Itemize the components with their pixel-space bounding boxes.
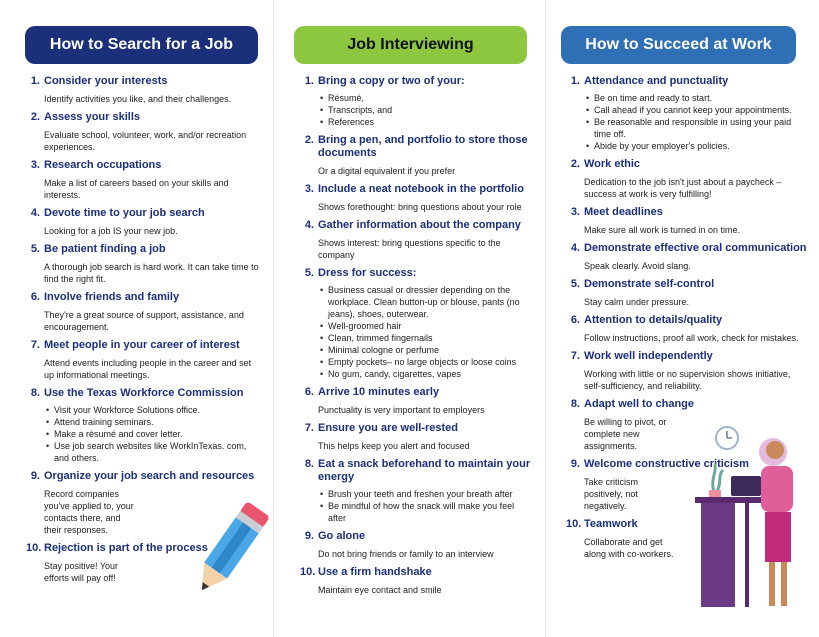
item-description: Or a digital equivalent if you prefer: [318, 166, 456, 176]
bullet-list: [320, 92, 533, 128]
item-title: Research occupations: [44, 159, 162, 171]
item-number: 9.: [30, 470, 40, 482]
item-title: Organize your job search and resources: [44, 470, 255, 482]
item-title: Demonstrate effective oral communication: [584, 242, 807, 254]
bullet-list: [46, 404, 261, 464]
item-description: Evaluate school, volunteer, work, and/or recreation experiences.: [44, 130, 247, 152]
bullet-item: • No gum, candy, cigarettes, vapes: [320, 368, 533, 380]
item-heading: [300, 219, 533, 232]
list-item: [566, 350, 807, 392]
item-heading: [300, 458, 533, 484]
item-heading: [566, 75, 807, 88]
item-title: Adapt well to change: [584, 398, 695, 410]
item-heading: [26, 291, 261, 304]
item-number: 9.: [570, 458, 580, 470]
item-heading: [300, 183, 533, 196]
search-header: How to Search for a Job: [25, 26, 258, 64]
item-description: Stay calm under pressure.: [584, 297, 690, 307]
succeed-header: How to Succeed at Work: [561, 26, 796, 64]
bullet-item: • Visit your Workforce Solutions office.: [46, 404, 261, 416]
list-item: [300, 566, 533, 596]
item-heading: [26, 159, 261, 172]
item-title: Include a neat notebook in the portfolio: [318, 183, 524, 195]
list-item: [566, 314, 807, 344]
item-description: Stay positive! Your efforts will pay off!: [44, 561, 119, 583]
item-title: Consider your interests: [44, 75, 168, 87]
item-title: Bring a pen, and portfolio to store those documents: [318, 134, 528, 159]
bullet-list: [586, 92, 807, 152]
item-title: Demonstrate self-control: [584, 278, 715, 290]
item-heading: [26, 111, 261, 124]
item-heading: [26, 470, 261, 483]
list-item: [300, 183, 533, 213]
list-item: [26, 291, 261, 333]
item-title: Arrive 10 minutes early: [318, 386, 440, 398]
interview-header: Job Interviewing: [294, 26, 527, 64]
item-heading: [300, 75, 533, 88]
item-heading: [300, 134, 533, 160]
bullet-list: [320, 284, 533, 380]
item-number: 5.: [30, 243, 40, 255]
item-title: Dress for success:: [318, 267, 417, 279]
bullet-item: • Be mindful of how the snack will make you feel after: [320, 500, 533, 524]
item-description: Do not bring friends or family to an interview: [318, 549, 494, 559]
item-number: 5.: [570, 278, 580, 290]
bullet-item: • Business casual or dressier depending on the workplace. Clean button-up or blouse, pants (no jeans), shoes, outerwear.: [320, 284, 533, 320]
list-item: [566, 158, 807, 200]
item-title: Meet deadlines: [584, 206, 663, 218]
bullet-item: • Well-groomed hair: [320, 320, 533, 332]
list-item: [26, 243, 261, 285]
woman-at-desk-illustration: [695, 422, 805, 612]
item-number: 1.: [304, 75, 314, 87]
item-number: 4.: [304, 219, 314, 231]
item-heading: [566, 206, 807, 219]
list-item: [566, 75, 807, 152]
item-heading: [300, 566, 533, 579]
item-description: Make a list of careers based on your skills and interests.: [44, 178, 229, 200]
item-heading: [26, 207, 261, 220]
item-description: Punctuality is very important to employers: [318, 405, 485, 415]
item-heading: [566, 314, 807, 327]
item-number: 3.: [30, 159, 40, 171]
item-description: Maintain eye contact and smile: [318, 585, 442, 595]
bullet-item: • Résumé,: [320, 92, 533, 104]
search-column: [0, 0, 273, 637]
bullet-item: • Abide by your employer's policies.: [586, 140, 807, 152]
item-heading: [300, 422, 533, 435]
item-number: 8.: [30, 387, 40, 399]
item-heading: [300, 530, 533, 543]
item-title: Welcome constructive criticism: [584, 458, 749, 470]
item-heading: [26, 387, 261, 400]
item-description: Looking for a job IS your new job.: [44, 226, 178, 236]
item-title: Attendance and punctuality: [584, 75, 729, 87]
item-number: 3.: [570, 206, 580, 218]
item-heading: [566, 158, 807, 171]
item-title: Use the Texas Workforce Commission: [44, 387, 244, 399]
item-title: Ensure you are well-rested: [318, 422, 458, 434]
item-title: Teamwork: [584, 518, 638, 530]
item-number: 2.: [570, 158, 580, 170]
list-item: [26, 111, 261, 153]
list-item: [300, 458, 533, 524]
item-description: Collaborate and get along with co-workers.: [584, 537, 674, 559]
item-number: 10.: [300, 566, 316, 578]
list-item: [300, 267, 533, 380]
item-number: 1.: [30, 75, 40, 87]
item-number: 8.: [304, 458, 314, 470]
item-heading: [566, 398, 807, 411]
item-title: Eat a snack beforehand to maintain your energy: [318, 458, 531, 483]
list-item: [300, 386, 533, 416]
item-title: Gather information about the company: [318, 219, 521, 231]
item-title: Be patient finding a job: [44, 243, 166, 255]
item-number: 4.: [30, 207, 40, 219]
item-description: Shows forethought: bring questions about your role: [318, 202, 522, 212]
item-number: 7.: [304, 422, 314, 434]
item-heading: [26, 243, 261, 256]
bullet-item: • Use job search websites like WorkInTexas. com, and others.: [46, 440, 261, 464]
item-description: Identify activities you like, and their challenges.: [44, 94, 232, 104]
item-number: 2.: [30, 111, 40, 123]
item-description: Be willing to pivot, or complete new assignments.: [584, 417, 667, 451]
item-number: 2.: [304, 134, 314, 146]
bullet-item: • References: [320, 116, 533, 128]
item-description: Make sure all work is turned in on time.: [584, 225, 741, 235]
bullet-list: [320, 488, 533, 524]
item-title: Involve friends and family: [44, 291, 180, 303]
item-title: Bring a copy or two of your:: [318, 75, 465, 87]
item-title: Go alone: [318, 530, 366, 542]
list-item: [300, 422, 533, 452]
item-number: 6.: [30, 291, 40, 303]
bullet-item: • Empty pockets– no large objects or loose coins: [320, 356, 533, 368]
bullet-item: • Clean, trimmed fingernails: [320, 332, 533, 344]
item-title: Use a firm handshake: [318, 566, 432, 578]
item-heading: [300, 267, 533, 280]
item-number: 10.: [566, 518, 582, 530]
item-description: They're a great source of support, assistance, and encouragement.: [44, 310, 244, 332]
item-number: 6.: [304, 386, 314, 398]
item-heading: [566, 350, 807, 363]
list-item: [26, 339, 261, 381]
item-description: Dedication to the job isn't just about a paycheck –success at work is very fulfilling!: [584, 177, 782, 199]
item-description: Follow instructions, proof all work, check for mistakes.: [584, 333, 799, 343]
bullet-item: • Be on time and ready to start.: [586, 92, 807, 104]
item-description: Working with little or no supervision shows initiative, self-sufficiency, and reliability.: [584, 369, 791, 391]
bullet-item: • Minimal cologne or perfume: [320, 344, 533, 356]
item-number: 9.: [304, 530, 314, 542]
item-heading: [566, 242, 807, 255]
bullet-item: • Attend training seminars.: [46, 416, 261, 428]
item-title: Assess your skills: [44, 111, 141, 123]
item-heading: [300, 386, 533, 399]
item-title: Devote time to your job search: [44, 207, 205, 219]
pencil-icon: [190, 495, 270, 605]
item-description: Speak clearly. Avoid slang.: [584, 261, 691, 271]
item-title: Rejection is part of the process: [44, 542, 208, 554]
item-heading: [26, 339, 261, 352]
item-heading: [566, 278, 807, 291]
item-number: 7.: [570, 350, 580, 362]
item-title: Attention to details/quality: [584, 314, 723, 326]
list-item: [300, 219, 533, 261]
item-description: This helps keep you alert and focused: [318, 441, 470, 451]
interview-column: [273, 0, 546, 637]
bullet-item: • Make a résumé and cover letter.: [46, 428, 261, 440]
item-description: Take criticism positively, not negatively.: [584, 477, 639, 511]
bullet-item: • Be reasonable and responsible in using your paid time off.: [586, 116, 807, 140]
item-number: 10.: [26, 542, 42, 554]
item-description: Record companies you've applied to, your contacts there, and their responses.: [44, 489, 134, 535]
item-number: 3.: [304, 183, 314, 195]
item-number: 5.: [304, 267, 314, 279]
item-title: Work ethic: [584, 158, 641, 170]
list-item: [566, 278, 807, 308]
list-item: [26, 159, 261, 201]
item-number: 1.: [570, 75, 580, 87]
item-description: A thorough job search is hard work. It can take time to find the right fit.: [44, 262, 259, 284]
list-item: [566, 242, 807, 272]
list-item: [26, 207, 261, 237]
item-heading: [26, 75, 261, 88]
item-number: 4.: [570, 242, 580, 254]
interview-steps-list: [300, 75, 533, 602]
list-item: [300, 134, 533, 177]
list-item: [26, 75, 261, 105]
list-item: [300, 530, 533, 560]
bullet-item: • Brush your teeth and freshen your breath after: [320, 488, 533, 500]
item-title: Meet people in your career of interest: [44, 339, 240, 351]
item-description: Attend events including people in the career and set up informational meetings.: [44, 358, 252, 380]
bullet-item: • Call ahead if you cannot keep your appointments.: [586, 104, 807, 116]
item-number: 8.: [570, 398, 580, 410]
item-title: Work well independently: [584, 350, 713, 362]
item-number: 6.: [570, 314, 580, 326]
item-description: Shows interest: bring questions specific to the company: [318, 238, 501, 260]
bullet-item: • Transcripts, and: [320, 104, 533, 116]
item-number: 7.: [30, 339, 40, 351]
list-item: [26, 387, 261, 464]
list-item: [566, 206, 807, 236]
list-item: [300, 75, 533, 128]
